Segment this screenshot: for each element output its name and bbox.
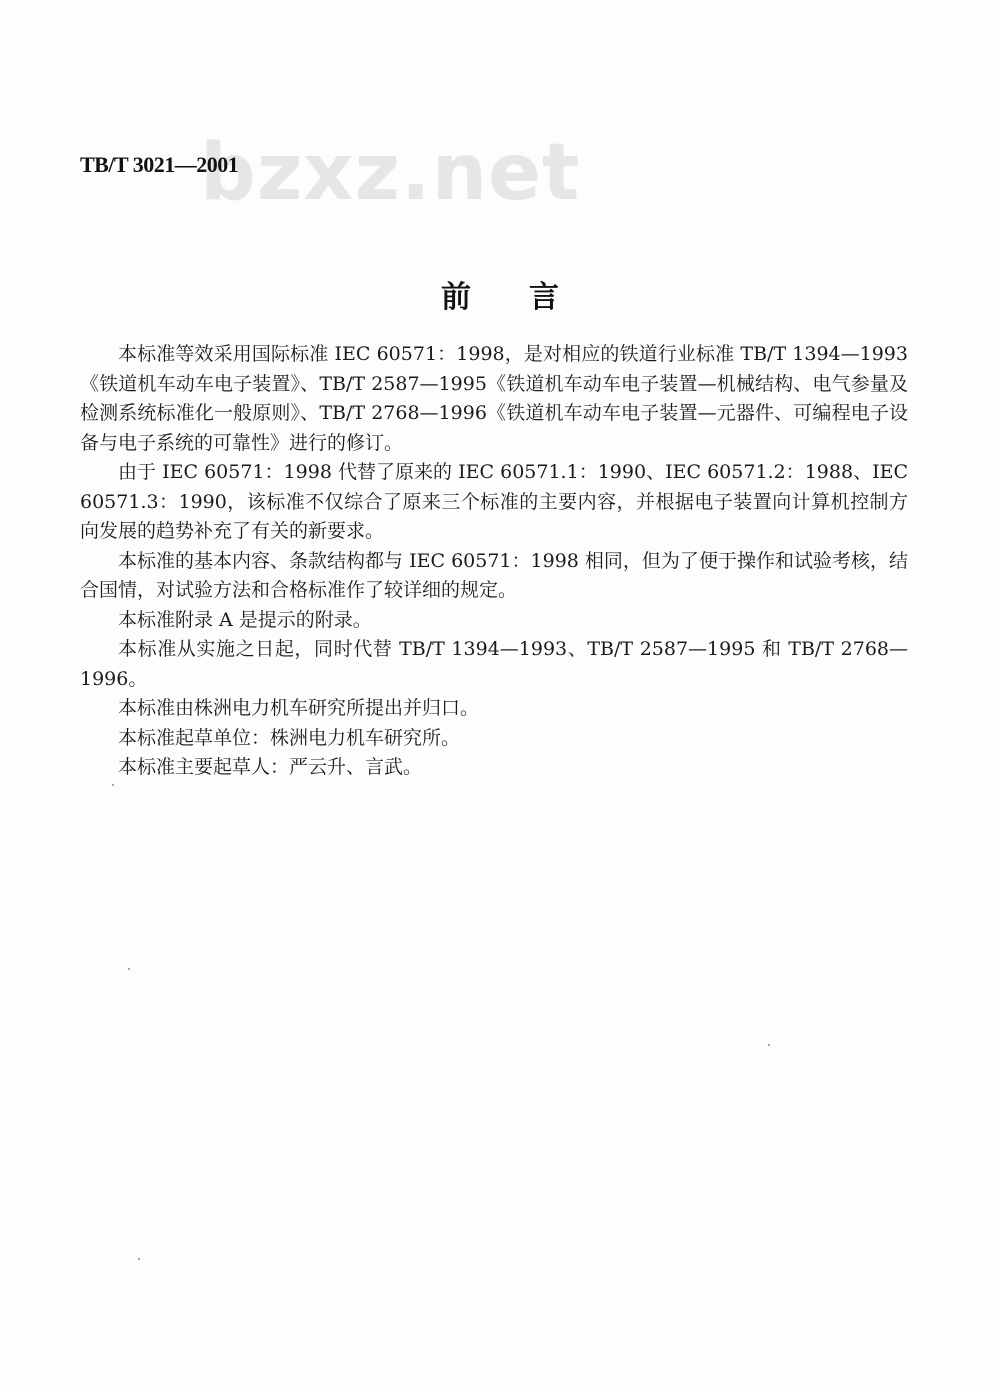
- scan-speck: [112, 784, 114, 786]
- paragraph-drafting-unit: 本标准起草单位：株洲电力机车研究所。: [118, 726, 461, 749]
- paragraph-structure: 本标准的基本内容、条款结构都与 IEC 60571：1998 相同，但为了便于操作和试验考核，结合国情，对试验方法和合格标准作了较详细的规定。: [80, 549, 908, 601]
- watermark: bzxz.net: [200, 128, 581, 218]
- paragraph-replacement-reason: 由于 IEC 60571：1998 代替了原来的 IEC 60571.1：1990、IEC 60571.2：1988、IEC 60571.3：1990，该标准不仅综合了原来三个标准的主要内容，并根据电子装置向计算机控制方向发展的趋势补充了有关的新要求。: [80, 461, 908, 542]
- paragraph-adoption: 本标准等效采用国际标准 IEC 60571：1998，是对相应的铁道行业标准 TB/T 1394—1993《铁道机车动车电子装置》、TB/T 2587—1995《铁道机车动车电子装置—机械结构、电气参量及检测系统标准化一般原则》、TB/T 2768—1996《铁道机车动车电子装置—元器件、可编程电子设备与电子系统的可靠性》进行的修订。: [80, 343, 908, 454]
- scan-speck: [768, 1044, 770, 1046]
- paragraph-appendix: 本标准附录 A 是提示的附录。: [118, 608, 372, 631]
- paragraph-supersedes: 本标准从实施之日起，同时代替 TB/T 1394—1993、TB/T 2587—1995 和 TB/T 2768—1996。: [80, 638, 908, 690]
- paragraph-proposer: 本标准由株洲电力机车研究所提出并归口。: [118, 697, 480, 719]
- foreword-body: [80, 340, 908, 783]
- page-title: 前言: [441, 280, 617, 315]
- paragraph-drafters: 本标准主要起草人：严云升、言武。: [118, 756, 423, 778]
- scan-speck: [138, 1258, 140, 1260]
- standard-code: TB/T 3021—2001: [80, 152, 239, 177]
- scan-speck: [128, 968, 130, 970]
